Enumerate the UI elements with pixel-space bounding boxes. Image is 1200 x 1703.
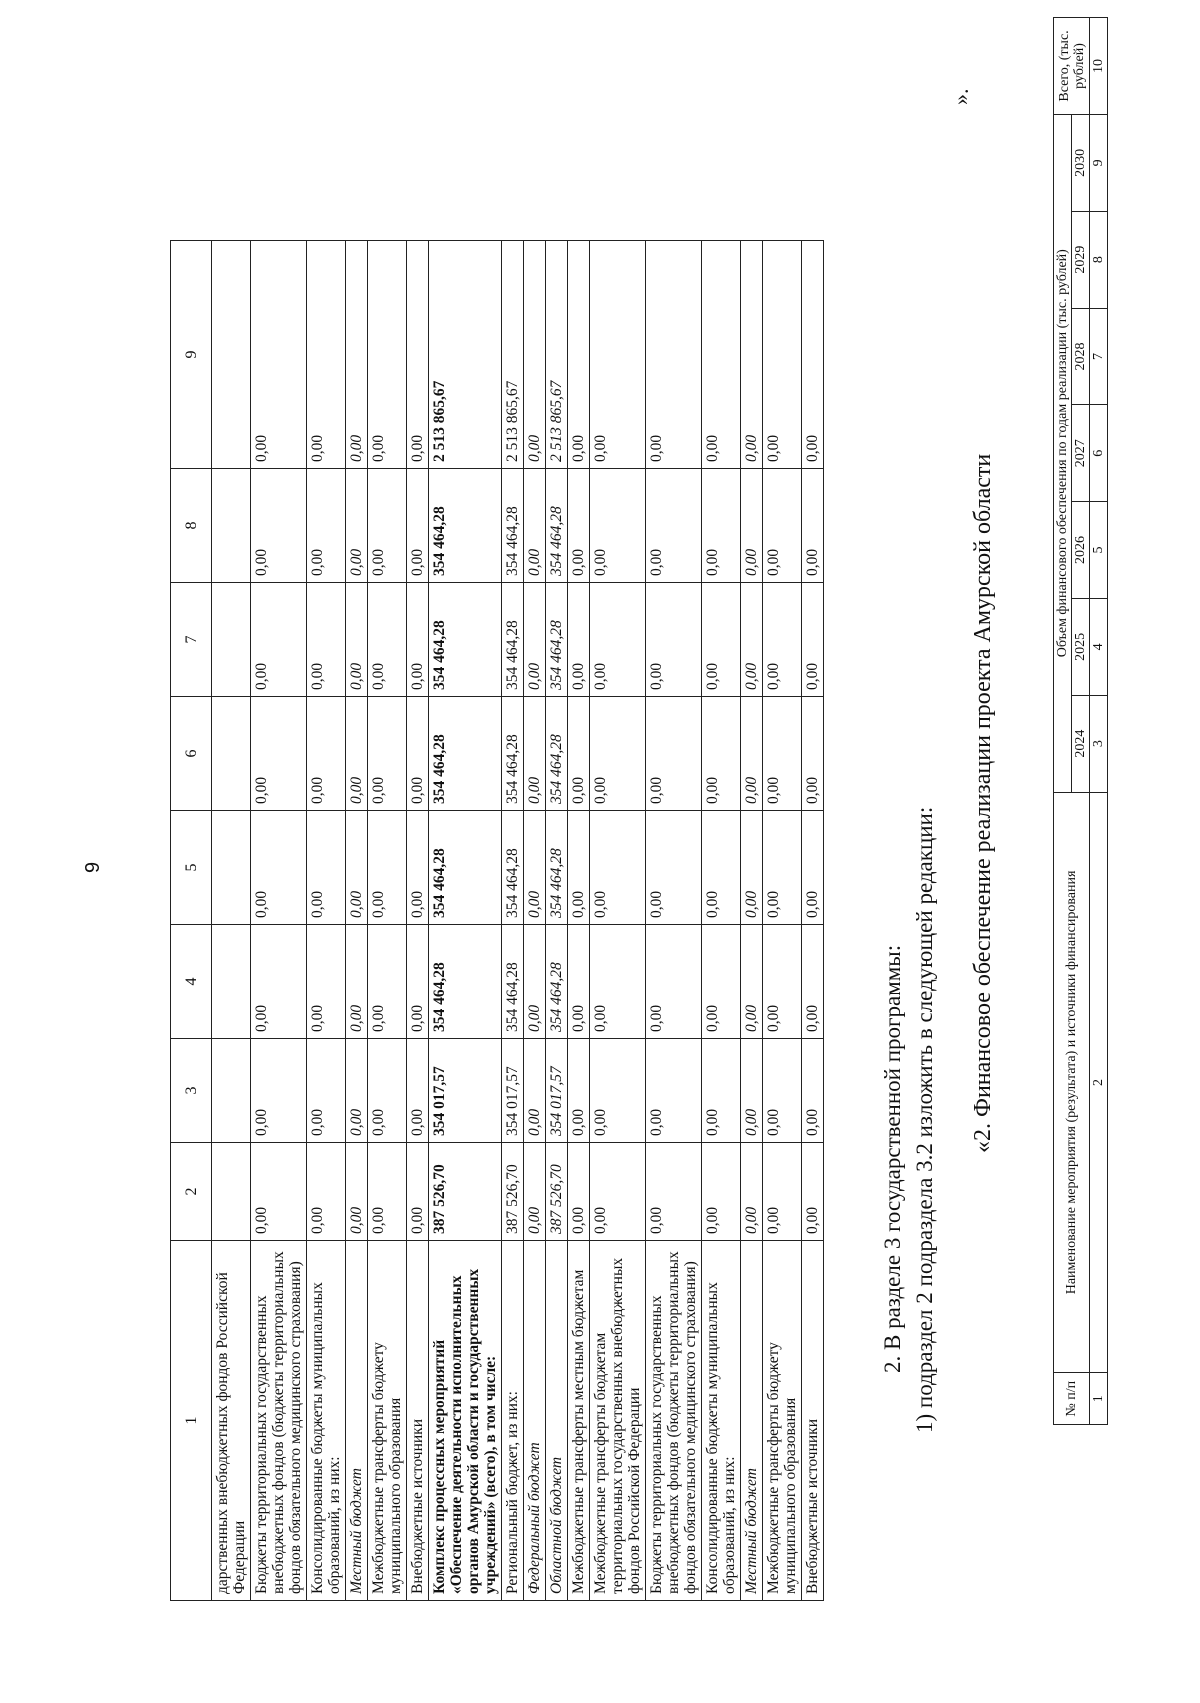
value-cell: 354 464,28 [546, 925, 568, 1039]
value-cell: 2 513 865,67 [429, 241, 502, 469]
header-cell: 8 [171, 469, 212, 583]
value-cell: 0,00 [702, 241, 741, 469]
section-subheading: 1) подраздел 2 подраздела 3.2 изложить в следующей редакции: [912, 806, 937, 1433]
value-cell: 354 464,28 [546, 583, 568, 697]
value-cell: 0,00 [802, 925, 824, 1039]
header-cell: 1 [171, 1241, 212, 1601]
header-cell: 5 [171, 811, 212, 925]
value-cell: 0,00 [346, 925, 368, 1039]
value-cell: 354 464,28 [429, 469, 502, 583]
value-cell: 0,00 [646, 1143, 702, 1241]
value-cell: 0,00 [590, 1143, 646, 1241]
table-row [368, 241, 407, 1601]
value-cell [212, 1143, 251, 1241]
table-row [429, 241, 502, 1601]
value-cell: 0,00 [346, 241, 368, 469]
row-label: дарственных внебюджетных фондов Российской Федерации [212, 1241, 251, 1601]
header-name: Наименование мероприятия (результата) и источники финансирования [1054, 792, 1090, 1373]
row-label: Межбюджетные трансферты местным бюджетам [568, 1241, 590, 1601]
value-cell: 0,00 [524, 1039, 546, 1143]
value-cell: 0,00 [802, 583, 824, 697]
header-years-group: Объем финансового обеспечения по годам реализации (тыс. рублей) [1054, 114, 1072, 792]
value-cell: 0,00 [407, 925, 429, 1039]
value-cell: 0,00 [646, 469, 702, 583]
value-cell: 0,00 [307, 241, 346, 469]
value-cell: 0,00 [307, 697, 346, 811]
index-cell: 5 [1090, 502, 1108, 599]
index-cell: 2 [1090, 792, 1108, 1373]
value-cell: 354 464,28 [502, 811, 524, 925]
section-heading: 2. В разделе 3 государственной программы: [880, 944, 905, 1373]
value-cell [212, 241, 251, 469]
row-label: Местный бюджет [741, 1241, 763, 1601]
row-label: Межбюджетные трансферты бюджету муниципального образования [763, 1241, 802, 1601]
index-cell: 4 [1090, 598, 1108, 695]
table-row [407, 241, 429, 1601]
year-cell: 2030 [1072, 114, 1090, 211]
value-cell: 0,00 [346, 1143, 368, 1241]
value-cell: 387 526,70 [429, 1143, 502, 1241]
value-cell: 0,00 [524, 469, 546, 583]
header-cell: 4 [171, 925, 212, 1039]
row-label: Консолидированные бюджеты муниципальных образований, из них: [702, 1241, 741, 1601]
row-label: Бюджеты территориальных государственных внебюджетных фондов (бюджеты территориальных фондов обязательного медицинского страхования) [251, 1241, 307, 1601]
value-cell: 0,00 [590, 925, 646, 1039]
value-cell: 354 464,28 [502, 583, 524, 697]
value-cell: 0,00 [368, 697, 407, 811]
value-cell: 354 464,28 [546, 469, 568, 583]
value-cell: 0,00 [307, 469, 346, 583]
value-cell [212, 697, 251, 811]
value-cell: 0,00 [702, 925, 741, 1039]
row-label: Региональный бюджет, из них: [502, 1241, 524, 1601]
table-row [763, 241, 802, 1601]
value-cell: 0,00 [251, 469, 307, 583]
section-title: «2. Финансовое обеспечение реализации проекта Амурской области [970, 453, 996, 1153]
table-row [741, 241, 763, 1601]
row-label: Бюджеты территориальных государственных внебюджетных фондов (бюджеты территориальных фондов обязательного медицинского страхования) [646, 1241, 702, 1601]
value-cell: 0,00 [802, 1143, 824, 1241]
value-cell: 0,00 [307, 583, 346, 697]
value-cell: 0,00 [763, 697, 802, 811]
value-cell: 0,00 [368, 811, 407, 925]
table-row [590, 241, 646, 1601]
value-cell: 0,00 [368, 469, 407, 583]
value-cell [212, 469, 251, 583]
value-cell: 0,00 [524, 241, 546, 469]
year-cell: 2026 [1072, 502, 1090, 599]
value-cell: 0,00 [407, 811, 429, 925]
value-cell: 0,00 [368, 1143, 407, 1241]
table-row [568, 241, 590, 1601]
row-label: Областной бюджет [546, 1241, 568, 1601]
value-cell [212, 925, 251, 1039]
index-cell: 9 [1090, 114, 1108, 211]
row-label: Комплекс процессных мероприятий «Обеспечение деятельности исполнительных органов Амурской области и государственных учреждений» (всего), в том числе: [429, 1241, 502, 1601]
value-cell: 354 464,28 [502, 697, 524, 811]
table-row [646, 241, 702, 1601]
value-cell: 0,00 [763, 469, 802, 583]
value-cell: 0,00 [646, 1039, 702, 1143]
value-cell: 0,00 [646, 811, 702, 925]
value-cell: 0,00 [568, 1039, 590, 1143]
row-label: Местный бюджет [346, 1241, 368, 1601]
value-cell: 0,00 [346, 1039, 368, 1143]
value-cell [212, 811, 251, 925]
row-label: Межбюджетные трансферты бюджетам территориальных государственных внебюджетных фондов Российской Федерации [590, 1241, 646, 1601]
value-cell: 0,00 [702, 1039, 741, 1143]
header-cell: 6 [171, 697, 212, 811]
financing-table [170, 240, 824, 1601]
index-cell: 1 [1090, 1373, 1108, 1425]
value-cell: 0,00 [251, 1143, 307, 1241]
value-cell: 0,00 [802, 1039, 824, 1143]
value-cell: 0,00 [524, 697, 546, 811]
value-cell: 0,00 [568, 925, 590, 1039]
value-cell: 0,00 [763, 241, 802, 469]
value-cell: 0,00 [590, 469, 646, 583]
value-cell: 0,00 [307, 925, 346, 1039]
value-cell: 0,00 [407, 1039, 429, 1143]
value-cell: 0,00 [346, 811, 368, 925]
value-cell: 0,00 [568, 811, 590, 925]
value-cell: 0,00 [590, 811, 646, 925]
value-cell: 0,00 [307, 1039, 346, 1143]
value-cell: 0,00 [251, 811, 307, 925]
table-row [502, 241, 524, 1601]
value-cell: 0,00 [346, 697, 368, 811]
table-row [212, 241, 251, 1601]
value-cell [212, 583, 251, 697]
value-cell: 0,00 [802, 811, 824, 925]
row-label: Межбюджетные трансферты бюджету муниципального образования [368, 1241, 407, 1601]
value-cell: 0,00 [524, 583, 546, 697]
value-cell: 0,00 [802, 469, 824, 583]
header-cell: 3 [171, 1039, 212, 1143]
value-cell: 354 017,57 [502, 1039, 524, 1143]
year-cell: 2029 [1072, 211, 1090, 308]
value-cell: 0,00 [251, 583, 307, 697]
value-cell: 2 513 865,67 [546, 241, 568, 469]
value-cell: 0,00 [702, 469, 741, 583]
value-cell: 0,00 [524, 811, 546, 925]
value-cell: 0,00 [407, 241, 429, 469]
value-cell: 0,00 [590, 241, 646, 469]
value-cell: 0,00 [741, 1039, 763, 1143]
value-cell: 0,00 [646, 697, 702, 811]
value-cell: 0,00 [702, 1143, 741, 1241]
index-cell: 10 [1090, 18, 1108, 115]
year-cell: 2027 [1072, 405, 1090, 502]
value-cell: 0,00 [368, 925, 407, 1039]
value-cell: 0,00 [251, 697, 307, 811]
value-cell: 0,00 [307, 1143, 346, 1241]
value-cell: 0,00 [763, 583, 802, 697]
index-row [1090, 18, 1108, 1425]
table-row [346, 241, 368, 1601]
value-cell: 2 513 865,67 [502, 241, 524, 469]
table-row [546, 241, 568, 1601]
table-row [307, 241, 346, 1601]
value-cell: 0,00 [368, 583, 407, 697]
value-cell: 0,00 [368, 241, 407, 469]
year-cell: 2028 [1072, 308, 1090, 405]
index-cell: 7 [1090, 308, 1108, 405]
index-cell: 8 [1090, 211, 1108, 308]
year-cell: 2025 [1072, 598, 1090, 695]
value-cell: 0,00 [307, 811, 346, 925]
value-cell: 0,00 [702, 811, 741, 925]
header-cell: 9 [171, 241, 212, 469]
value-cell: 0,00 [763, 1143, 802, 1241]
value-cell: 354 464,28 [502, 925, 524, 1039]
value-cell: 0,00 [251, 1039, 307, 1143]
value-cell: 0,00 [407, 583, 429, 697]
table-row [251, 241, 307, 1601]
value-cell [212, 1039, 251, 1143]
closing-quote: ». [948, 88, 973, 105]
value-cell: 0,00 [646, 925, 702, 1039]
page-number: 9 [82, 861, 104, 873]
value-cell: 0,00 [646, 241, 702, 469]
value-cell: 0,00 [763, 925, 802, 1039]
value-cell: 0,00 [568, 583, 590, 697]
row-label: Федеральный бюджет [524, 1241, 546, 1601]
value-cell: 0,00 [763, 811, 802, 925]
value-cell: 0,00 [568, 1143, 590, 1241]
header-total: Всего, (тыс. рублей) [1054, 18, 1090, 115]
table-body [212, 241, 824, 1601]
row-label: Консолидированные бюджеты муниципальных образований, из них: [307, 1241, 346, 1601]
value-cell: 0,00 [407, 697, 429, 811]
value-cell: 0,00 [741, 583, 763, 697]
value-cell: 354 464,28 [502, 469, 524, 583]
value-cell: 0,00 [524, 925, 546, 1039]
year-cell: 2024 [1072, 695, 1090, 792]
value-cell: 354 464,28 [429, 697, 502, 811]
value-cell: 0,00 [590, 1039, 646, 1143]
value-cell: 0,00 [568, 469, 590, 583]
table-row [702, 241, 741, 1601]
value-cell: 0,00 [741, 925, 763, 1039]
value-cell: 0,00 [346, 469, 368, 583]
value-cell: 0,00 [368, 1039, 407, 1143]
value-cell: 0,00 [407, 469, 429, 583]
row-label: Внебюджетные источники [802, 1241, 824, 1601]
value-cell: 0,00 [251, 241, 307, 469]
value-cell: 0,00 [346, 583, 368, 697]
value-cell: 0,00 [568, 697, 590, 811]
value-cell: 0,00 [251, 925, 307, 1039]
value-cell: 387 526,70 [502, 1143, 524, 1241]
header-num: № п/п [1054, 1373, 1090, 1425]
value-cell: 354 464,28 [546, 697, 568, 811]
value-cell: 354 464,28 [429, 925, 502, 1039]
index-cell: 3 [1090, 695, 1108, 792]
project-financing-table [1053, 17, 1108, 1425]
value-cell: 354 017,57 [429, 1039, 502, 1143]
table-header-row [171, 241, 212, 1601]
value-cell: 0,00 [802, 241, 824, 469]
value-cell: 0,00 [741, 241, 763, 469]
value-cell: 354 464,28 [546, 811, 568, 925]
header-cell: 7 [171, 583, 212, 697]
table-row [802, 241, 824, 1601]
value-cell: 387 526,70 [546, 1143, 568, 1241]
value-cell: 0,00 [741, 1143, 763, 1241]
value-cell: 0,00 [524, 1143, 546, 1241]
value-cell: 0,00 [590, 583, 646, 697]
value-cell: 354 464,28 [429, 583, 502, 697]
value-cell: 354 017,57 [546, 1039, 568, 1143]
row-label: Внебюджетные источники [407, 1241, 429, 1601]
header-cell: 2 [171, 1143, 212, 1241]
value-cell: 0,00 [407, 1143, 429, 1241]
value-cell: 0,00 [568, 241, 590, 469]
value-cell: 0,00 [702, 583, 741, 697]
index-cell: 6 [1090, 405, 1108, 502]
value-cell: 0,00 [590, 697, 646, 811]
value-cell: 0,00 [802, 697, 824, 811]
table-row [524, 241, 546, 1601]
value-cell: 0,00 [702, 697, 741, 811]
value-cell: 0,00 [741, 811, 763, 925]
value-cell: 0,00 [646, 583, 702, 697]
value-cell: 0,00 [741, 697, 763, 811]
value-cell: 0,00 [763, 1039, 802, 1143]
value-cell: 354 464,28 [429, 811, 502, 925]
value-cell: 0,00 [741, 469, 763, 583]
